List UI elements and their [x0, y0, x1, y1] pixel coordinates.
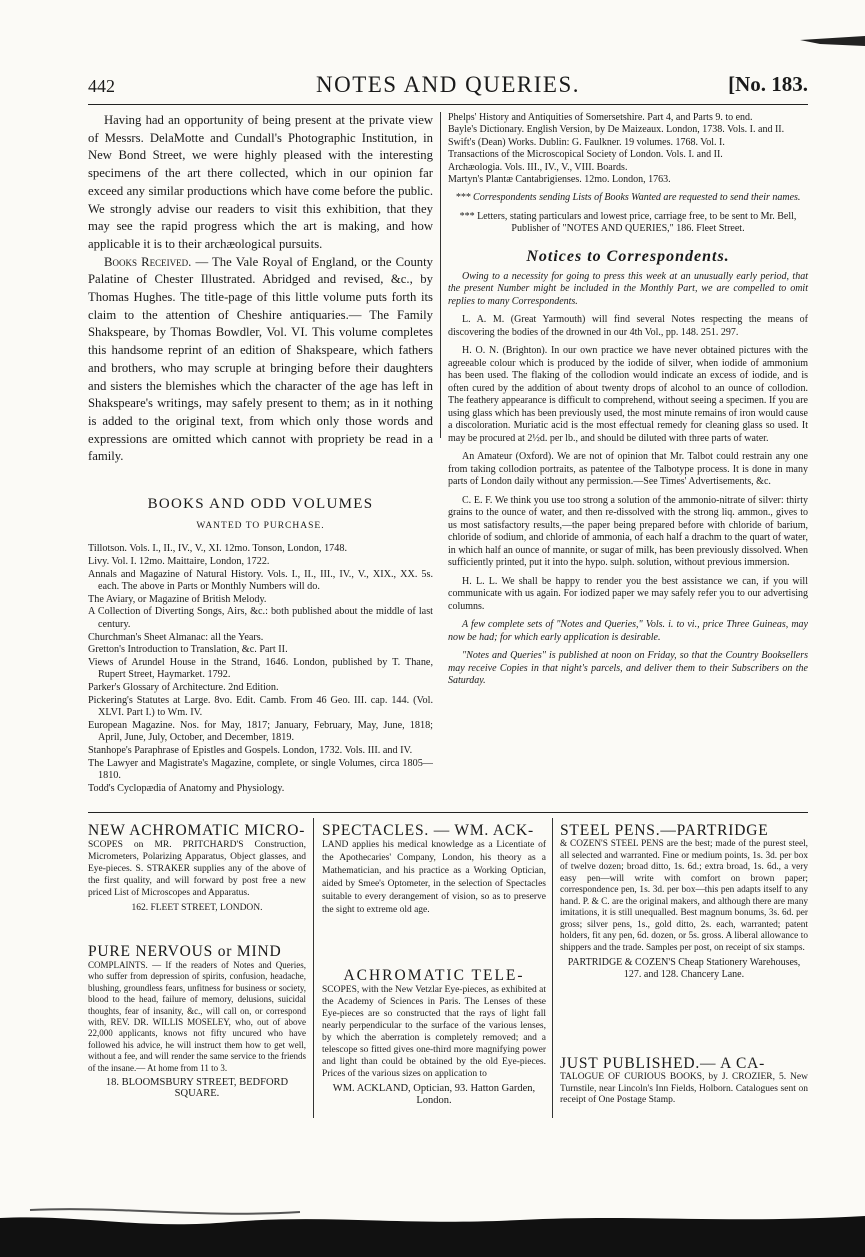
list-item: Swift's (Dean) Works. Dublin: G. Faulkner. 19 volumes. 1768. Vol. I. [448, 136, 725, 148]
books-received-label: Books Received. [104, 254, 192, 269]
advert-text: & COZEN'S STEEL PENS are the best; made of the purest steel, all selected and warranted. Fine or medium points, 1s. 3d. per box of twelve dozen; broad ditto, 1s. 6d.; extra broad, 1s. 6d., a very easy pen—will write with comfort on brown paper; correspondence pen, 1s. 3d. per box—this pen adapts itself to any hand. P. & C. are the original makers, and although there are many imitations, it is still unequalled. Best magnum bonums, 3s. 6d. per gross; silver pens, 1s., gold ditto, 2s. each, warranted; patent holders, fit any pen, 6d. dozen, or 5s. gross. A liberal allowance to shippers and the trade. Samples per post, on receipt of six stamps. [560, 839, 808, 953]
advert-heading: STEEL PENS.—PARTRIDGE [560, 822, 769, 839]
notice-paragraph: C. E. F. We think you use too strong a solution of the ammonio-nitrate of silver: thirty grains to the ounce of water, and then re-dissolved with the strong liq. ammon., gives to us most satisfactory results,—the paper being prepared before with chloride of barium, chloride of sodium, and chloride of ammonia, of each half a drachm to the quart of water, in which half an ounce of mannite, or sugar of milk, has been previously dissolved. When sufficiently printed, put it into the hypo. sulph. solution, without previous immersion. [448, 494, 808, 569]
advert-spectacles [322, 822, 546, 917]
list-item: Tillotson. Vols. I., II., IV., V., XI. 12mo. Tonson, London, 1748. [88, 543, 348, 555]
advert-heading: JUST PUBLISHED.— A CA- [560, 1055, 766, 1072]
advert-heading: NEW ACHROMATIC MICRO- [88, 822, 306, 839]
list-item: Churchman's Sheet Almanac: all the Years. [88, 631, 264, 643]
advert-catalogue [560, 1055, 808, 1107]
list-item: Pickering's Statutes at Large. 8vo. Edit. Camb. From 46 Geo. III. cap. 144. (Vol. XLVI. Part I.) to Wm. IV. [88, 694, 433, 719]
right-column [448, 112, 808, 694]
page-edge-shadow [0, 1200, 865, 1257]
advert-address: PARTRIDGE & COZEN'S Cheap Stationery Warehouses, 127. and 128. Chancery Lane. [567, 957, 801, 980]
list-item: Martyn's Plantæ Cantabrigienses. 12mo. London, 1763. [448, 174, 671, 186]
list-item: Gretton's Introduction to Translation, &c. Part II. [88, 644, 288, 656]
advert-microscopes [88, 822, 306, 914]
notice-paragraph: H. L. L. We shall be happy to render you the best assistance we can, if you will communicate with us again. For iodized paper we may safely refer you to our advertising columns. [448, 575, 808, 612]
page-number: 442 [88, 76, 115, 96]
header-rule [88, 104, 808, 105]
section-title: BOOKS AND ODD VOLUMES [147, 496, 374, 513]
notice-paragraph: "Notes and Queries" is published at noon on Friday, so that the Country Booksellers may receive Copies in that night's parcels, and deliver them to their Subscribers on the Saturday. [448, 650, 808, 687]
list-item: Stanhope's Paraphrase of Epistles and Gospels. London, 1732. Vols. III. and IV. [88, 744, 413, 756]
list-item: Archæologia. Vols. III., IV., V., VIII. Boards. [448, 161, 628, 173]
advert-telescopes [322, 967, 546, 1107]
notice-paragraph: An Amateur (Oxford). We are not of opinion that Mr. Talbot could restrain any one from taking collodion portraits, as patentee of the Talbotype process. It is done in many parts of London daily without any permission.—See Times' Advertisements, &c. [448, 451, 808, 488]
list-item: Phelps' History and Antiquities of Somersetshire. Part 4, and Parts 9. to end. [448, 112, 753, 123]
column-divider [440, 112, 441, 438]
advert-address: WM. ACKLAND, Optician, 93. Hatton Garden, London. [332, 1083, 536, 1106]
notice-paragraph: Owing to a necessity for going to press this week at an unusually early period, that the present Number might be included in the Monthly Part, we are compelled to omit replies to many Correspondents. [448, 270, 808, 307]
list-item: Views of Arundel House in the Strand, 1646. London, published by T. Thane, Rupert Street, Haymarket. 1792. [88, 656, 433, 681]
notices-title: Notices to Correspondents. [526, 247, 730, 265]
wanted-list-continued [448, 112, 808, 186]
notice-paragraph: A few complete sets of "Notes and Queries," Vols. i. to vi., price Three Guineas, may now be had; for which early application is desirable. [448, 619, 808, 643]
list-item: The Lawyer and Magistrate's Magazine, complete, or single Volumes, circa 1805—1810. [88, 757, 433, 782]
page-corner-mark [800, 30, 865, 60]
wanted-list [88, 543, 433, 795]
advert-rule [88, 812, 808, 813]
list-item: Transactions of the Microscopical Society of London. Vols. I. and II. [448, 149, 723, 161]
section-subtitle: WANTED TO PURCHASE. [196, 520, 325, 531]
list-item: A Collection of Diverting Songs, Airs, &c.: both published about the middle of last century. [88, 606, 433, 631]
advert-steel-pens [560, 822, 808, 980]
correspondents-note: *** Correspondents sending Lists of Books Wanted are requested to send their names. [455, 192, 801, 204]
notice-paragraph: H. O. N. (Brighton). In our own practice we have never obtained pictures with the agreeable colour which is produced by the iodide of silver, when iodide of ammonium has been used. The flaking of the collodion would indicate an excess of iodide, and is often cured by the addition of about twenty drops of alcohol to an ounce of collodion. The feathery appearance is difficult to comprehend, without seeing a specimen. If you are using glass which has been previously used, the most minute remains of iron would cause a discoloration. Muriatic acid is the most effectual remedy for cleaning glass so used. It may be procured at 2½d. per lb., and should be diluted with three parts of water. [448, 345, 808, 444]
letters-note: *** Letters, stating particulars and lowest price, carriage free, to be sent to Mr. Bell, Publisher of "NOTES AND QUERIES," 186. Fleet Street. [459, 210, 797, 235]
advert-divider [552, 818, 553, 1118]
list-item: Todd's Cyclopædia of Anatomy and Physiology. [88, 782, 285, 794]
journal-title: NOTES AND QUERIES. [315, 72, 581, 97]
advert-heading: PURE NERVOUS or MIND [88, 943, 282, 960]
editorial-paragraph: Having had an opportunity of being present at the private view of Messrs. DelaMotte and Cundall's Photographic Institution, in New Bond Street, we were highly pleased with the interesting specimens of the art there collected, which in our opinion far exceed any similar productions which have come before the public. We strongly advise our readers to visit this exhibition, that they may see the rapid progress which the art is making, and how applicable it is to their archæological pursuits. [88, 113, 433, 251]
issue-number: [No. 183. [728, 72, 808, 96]
running-header [88, 72, 808, 102]
advert-heading: SPECTACLES. — WM. ACK- [322, 822, 535, 839]
advert-text: LAND applies his medical knowledge as a Licentiate of the Apothecaries' Company, London, his theory as a Mathematician, and his practice as a Working Optician, aided by Smee's Optometer, in the selection of Spectacles suitable to every derangement of vision, so as to preserve the sight to extreme old age. [322, 840, 546, 915]
left-column [88, 112, 433, 795]
advert-text: COMPLAINTS. — If the readers of Notes and Queries, who suffer from depression of spirits, confusion, headache, blushing, groundless fears, unfitness for business or society, blood to the head, failure of memory, delusions, suicidal thoughts, fear of insanity, &c., will call on, or correspond with, REV. DR. WILLIS MOSELEY, who, out of above 22,000 applicants, knows not fifty uncured who have followed his advice, he will instruct them how to get well, without a fee, and will render the same service to the friends of the insane.— At home from 11 to 3. [88, 960, 306, 1073]
advert-nervous [88, 943, 306, 1100]
advert-address: 162. FLEET STREET, LONDON. [131, 903, 263, 913]
list-item: Livy. Vol. I. 12mo. Maittaire, London, 1722. [88, 556, 270, 568]
list-item: Bayle's Dictionary. English Version, by De Maizeaux. London, 1738. Vols. I. and II. [448, 124, 785, 136]
books-received-paragraph [88, 254, 433, 466]
advert-address: 18. BLOOMSBURY STREET, BEDFORD SQUARE. [105, 1077, 289, 1100]
books-received-text: — The Vale Royal of England, or the County Palatine of Chester Illustrated. Abridged and revised, &c., by Thomas Hughes. The title-page of this little volume puts forth its claim to the attention of Cheshire antiquaries.— The Family Shakspeare, by Thomas Bowdler, Vol. VI. This volume completes this handsome reprint of an edition of Shakspeare, which fathers and brothers, who may scruple at bringing before their daughters and sisters the blemishes which the character of the age has left in Shakspeare's writings, may safely present to them; as in it nothing is added to the original text, from which only those words and expressions are omitted which cannot with propriety be read in a family. [88, 254, 434, 464]
advert-text: SCOPES on MR. PRITCHARD'S Construction, Micrometers, Polarizing Apparatus, Object glasses, and Eye-pieces. S. STRAKER supplies any of the above of the first quality, and will forward by post free a new priced List of Microscopes and Apparatus. [88, 840, 306, 898]
advert-text: TALOGUE OF CURIOUS BOOKS, by J. CROZIER, 5. New Turnstile, near Lincoln's Inn Fields, Holborn. Catalogues sent on receipt of One Postage Stamp. [560, 1072, 808, 1105]
list-item: Annals and Magazine of Natural History. Vols. I., II., III., IV., V., XIX., XX. 5s. each. The above in Parts or Monthly Numbers will do. [88, 568, 433, 593]
notice-paragraph: L. A. M. (Great Yarmouth) will find several Notes respecting the means of discovering the bodies of the drowned in our 4th Vol., pp. 148. 251. 297. [448, 314, 808, 338]
list-item: European Magazine. Nos. for May, 1817; January, February, May, June, 1818; April, June, July, October, and December, 1819. [88, 719, 433, 744]
advert-divider [313, 818, 314, 1118]
advert-text: SCOPES, with the New Vetzlar Eye-pieces, as exhibited at the Academy of Sciences in Paris. The Lenses of these Eye-pieces are so constructed that the rays of light fall nearly perpendicular to the surface of the various lenses, by which the aberration is completely removed; and a telescope so fitted gives one-third more magnifying power and light than could be obtained by the old Eye-pieces. Prices of the various sizes on application to [322, 985, 546, 1079]
list-item: The Aviary, or Magazine of British Melody. [88, 593, 267, 605]
list-item: Parker's Glossary of Architecture. 2nd Edition. [88, 682, 279, 693]
advert-heading: ACHROMATIC TELE- [343, 967, 525, 984]
